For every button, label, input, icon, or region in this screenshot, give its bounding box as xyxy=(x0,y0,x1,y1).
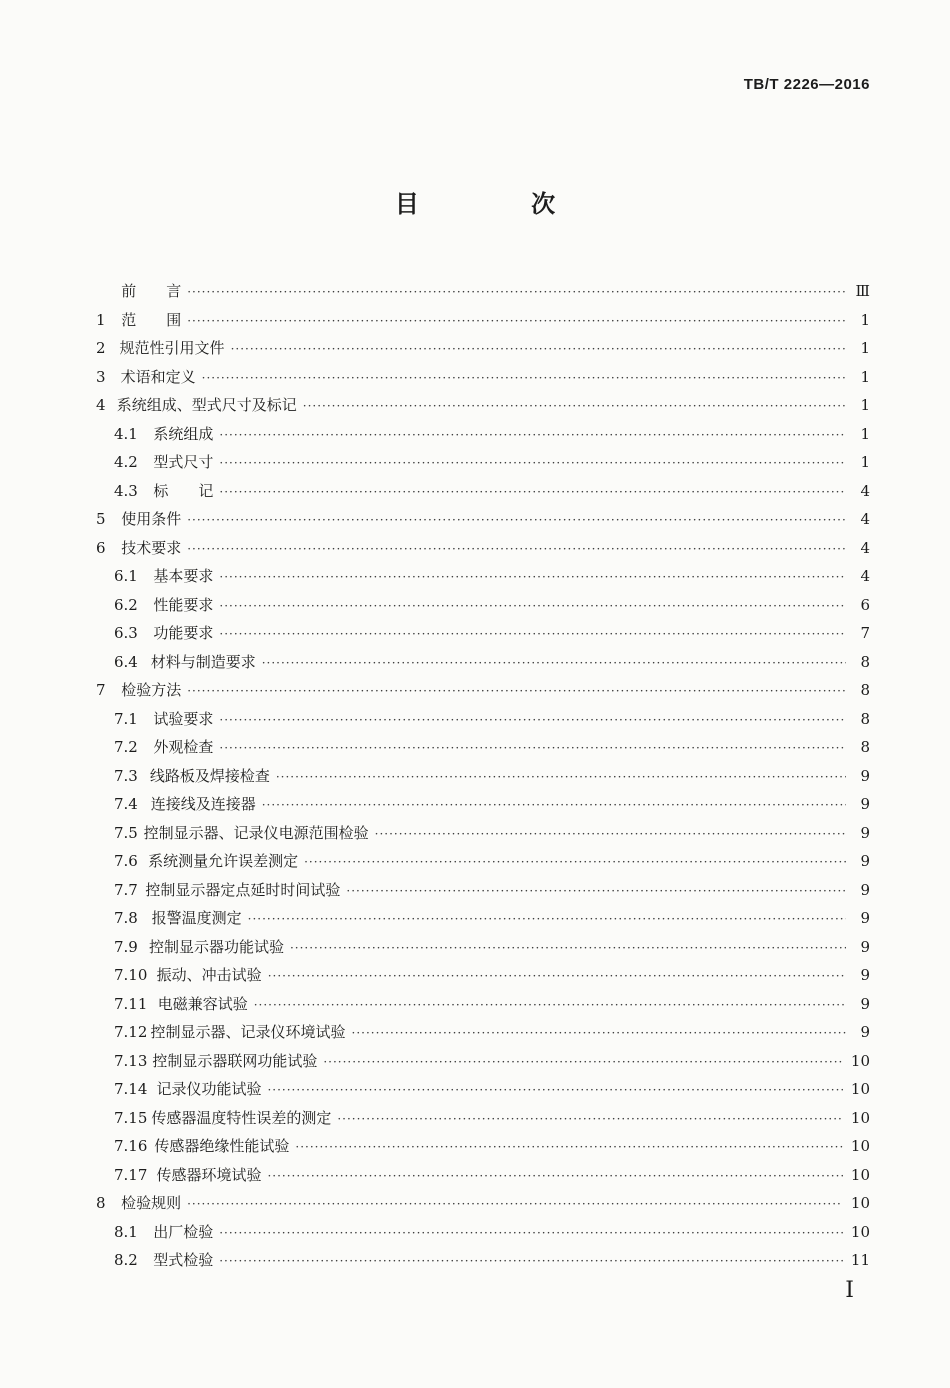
toc-entry-number: 4 xyxy=(96,396,106,414)
toc-entry[interactable] xyxy=(96,993,870,1022)
toc-dot-leader xyxy=(219,428,846,442)
toc-entry-number: 7 xyxy=(96,681,106,699)
toc-dot-leader xyxy=(219,741,846,755)
page-title: 目 次 xyxy=(394,189,608,218)
toc-entry-number: 7.8 xyxy=(114,909,138,927)
toc-entry-page-number: 10 xyxy=(850,1194,870,1212)
toc-dot-leader xyxy=(304,855,846,869)
toc-entry-number: 7.13 xyxy=(114,1051,148,1070)
toc-entry-page-number: 1 xyxy=(860,339,870,357)
toc-entry-label: 规范性引用文件 xyxy=(119,339,225,357)
toc-dot-leader xyxy=(219,456,846,470)
toc-dot-leader xyxy=(375,827,846,841)
toc-entry[interactable] xyxy=(96,565,870,594)
toc-entry-label: 传感器温度特性误差的测定 xyxy=(151,1108,332,1127)
toc-entry[interactable] xyxy=(96,1050,870,1079)
toc-entry-number: 7.17 xyxy=(114,1165,148,1184)
toc-entry-label: 控制显示器、记录仪电源范围检验 xyxy=(143,823,369,842)
toc-entry-label: 出厂检验 xyxy=(153,1222,214,1241)
toc-entry[interactable] xyxy=(96,337,870,366)
toc-entry-page-number: 1 xyxy=(860,367,870,386)
toc-entry-number: 7.2 xyxy=(114,738,138,756)
toc-entry-label: 前 言 xyxy=(121,282,182,300)
toc-dot-leader xyxy=(187,684,846,698)
toc-entry-label: 系统测量允许误差测定 xyxy=(148,852,299,870)
toc-entry-number: 6.3 xyxy=(114,624,138,642)
toc-entry[interactable] xyxy=(96,1021,870,1050)
toc-entry[interactable] xyxy=(96,1221,870,1250)
toc-entry-page-number: 9 xyxy=(860,1023,870,1041)
toc-entry-page-number: 1 xyxy=(860,396,870,414)
toc-dot-leader xyxy=(202,371,846,385)
toc-entry-number: 7.7 xyxy=(114,880,138,899)
toc-dot-leader xyxy=(219,599,846,613)
toc-dot-leader xyxy=(254,998,846,1012)
toc-dot-leader xyxy=(187,513,846,527)
toc-dot-leader xyxy=(219,1226,843,1240)
toc-entry-label: 标 记 xyxy=(153,481,214,500)
toc-entry[interactable] xyxy=(96,850,870,879)
toc-entry-label: 材料与制造要求 xyxy=(150,652,256,671)
toc-entry-page-number: 9 xyxy=(860,966,870,984)
toc-dot-leader xyxy=(219,485,846,499)
toc-entry-label: 范 围 xyxy=(121,310,182,329)
toc-entry-page-number: 9 xyxy=(860,937,870,956)
toc-entry-label: 型式检验 xyxy=(153,1251,214,1269)
toc-dot-leader xyxy=(219,570,846,584)
toc-entry-page-number: 9 xyxy=(860,852,870,870)
toc-entry-label: 报警温度测定 xyxy=(151,909,242,927)
toc-entry[interactable] xyxy=(96,936,870,965)
toc-entry-page-number: 1 xyxy=(860,453,870,471)
toc-entry-number: 7.10 xyxy=(114,966,148,984)
toc-entry-number: 2 xyxy=(96,339,106,357)
toc-entry-page-number: 6 xyxy=(860,595,870,614)
toc-entry-label: 系统组成 xyxy=(153,424,214,443)
toc-dot-leader xyxy=(187,285,846,299)
toc-entry-number: 8 xyxy=(96,1194,106,1212)
toc-entry-label: 检验方法 xyxy=(121,681,182,699)
toc-entry-number: 1 xyxy=(96,310,106,329)
toc-entry[interactable] xyxy=(96,651,870,680)
toc-entry-number: 7.6 xyxy=(114,852,138,870)
toc-entry-label: 线路板及焊接检查 xyxy=(149,766,270,785)
toc-dot-leader xyxy=(262,798,846,812)
toc-dot-leader xyxy=(346,884,846,898)
toc-entry-label: 控制显示器、记录仪环境试验 xyxy=(150,1023,346,1041)
toc-entry[interactable] xyxy=(96,822,870,851)
toc-entry-page-number: 10 xyxy=(850,1137,870,1155)
toc-entry-label: 传感器绝缘性能试验 xyxy=(154,1137,290,1155)
toc-entry-page-number: 10 xyxy=(850,1051,870,1070)
toc-entry-page-number: 8 xyxy=(860,652,870,671)
toc-entry[interactable] xyxy=(96,1249,870,1278)
toc-entry-page-number: 10 xyxy=(850,1165,870,1184)
toc-entry-number: 3 xyxy=(96,367,106,386)
toc-entry-number: 4.3 xyxy=(114,481,138,500)
toc-entry-label: 使用条件 xyxy=(121,510,182,528)
toc-entry[interactable] xyxy=(96,594,870,623)
toc-entry-page-number: 10 xyxy=(850,1080,870,1098)
toc-entry-page-number: 9 xyxy=(860,880,870,899)
toc-entry-number: 7.12 xyxy=(114,1023,148,1041)
toc-entry-label: 记录仪功能试验 xyxy=(156,1080,262,1098)
toc-entry-label: 术语和定义 xyxy=(120,367,196,386)
toc-dot-leader xyxy=(337,1112,843,1126)
toc-entry-number: 7.15 xyxy=(114,1108,148,1127)
toc-dot-leader xyxy=(290,941,846,955)
toc-entry-page-number: 9 xyxy=(860,909,870,927)
toc-dot-leader xyxy=(262,656,846,670)
toc-entry-label: 基本要求 xyxy=(153,567,214,585)
toc-entry-number: 6.2 xyxy=(114,595,138,614)
toc-entry-label: 性能要求 xyxy=(153,595,214,614)
toc-entry-label: 控制显示器联网功能试验 xyxy=(152,1051,318,1070)
toc-entry-page-number: 8 xyxy=(860,681,870,699)
toc-dot-leader xyxy=(248,912,846,926)
toc-entry-label: 振动、冲击试验 xyxy=(156,966,262,984)
toc-entry[interactable] xyxy=(96,679,870,708)
toc-entry-page-number: 9 xyxy=(860,766,870,785)
toc-entry-label: 控制显示器定点延时时间试验 xyxy=(145,880,341,899)
toc-entry-number: 6.1 xyxy=(114,567,138,585)
toc-entry[interactable] xyxy=(96,964,870,993)
toc-entry-number: 8.1 xyxy=(114,1222,138,1241)
toc-entry-label: 检验规则 xyxy=(121,1194,182,1212)
toc-entry-page-number: 4 xyxy=(860,538,870,557)
toc-entry-label: 系统组成、型式尺寸及标记 xyxy=(116,396,297,414)
toc-dot-leader xyxy=(187,1197,843,1211)
toc-entry-label: 连接线及连接器 xyxy=(150,795,256,813)
toc-entry-page-number: 8 xyxy=(860,738,870,756)
toc-entry-label: 型式尺寸 xyxy=(153,453,214,471)
toc-entry-number: 6 xyxy=(96,538,106,557)
toc-entry[interactable] xyxy=(96,1078,870,1107)
toc-entry[interactable] xyxy=(96,708,870,737)
toc-dot-leader xyxy=(268,969,846,983)
toc-entry[interactable] xyxy=(96,423,870,452)
toc-entry[interactable] xyxy=(96,765,870,794)
toc-dot-leader xyxy=(187,314,846,328)
toc-dot-leader xyxy=(231,342,846,356)
toc-entry[interactable] xyxy=(96,1135,870,1164)
toc-entry[interactable] xyxy=(96,480,870,509)
toc-entry-number: 7.1 xyxy=(114,709,138,728)
toc-entry-label: 技术要求 xyxy=(121,538,182,557)
toc-entry-page-number: 4 xyxy=(860,481,870,500)
toc-entry-number: 7.4 xyxy=(114,795,138,813)
toc-entry-number: 7.14 xyxy=(114,1080,148,1098)
toc-dot-leader xyxy=(219,1254,843,1268)
toc-entry[interactable] xyxy=(96,879,870,908)
toc-entry-label: 外观检查 xyxy=(153,738,214,756)
toc-entry[interactable] xyxy=(96,394,870,423)
toc-entry-page-number: 1 xyxy=(860,424,870,443)
toc-entry-number: 6.4 xyxy=(114,652,138,671)
toc-entry[interactable] xyxy=(96,736,870,765)
standard-code: TB/T 2226—2016 xyxy=(743,76,870,93)
toc-dot-leader xyxy=(219,627,846,641)
toc-entry-number: 7.3 xyxy=(114,766,138,785)
toc-dot-leader xyxy=(276,770,846,784)
toc-entry[interactable] xyxy=(96,309,870,338)
toc-entry-number: 7.16 xyxy=(114,1137,148,1155)
toc-entry[interactable] xyxy=(96,1192,870,1221)
toc-entry-page-number: 7 xyxy=(860,624,870,642)
toc-entry-label: 控制显示器功能试验 xyxy=(148,937,284,956)
toc-dot-leader xyxy=(187,542,846,556)
toc-dot-leader xyxy=(303,399,846,413)
toc-entry[interactable] xyxy=(96,622,870,651)
toc-entry[interactable] xyxy=(96,366,870,395)
toc-entry[interactable] xyxy=(96,280,870,309)
toc-dot-leader xyxy=(267,1083,842,1097)
toc-entry-label: 电磁兼容试验 xyxy=(157,994,248,1013)
toc-entry-page-number: 4 xyxy=(860,510,870,528)
toc-dot-leader xyxy=(219,713,846,727)
toc-entry-number: 5 xyxy=(96,510,106,528)
toc-entry-label: 传感器环境试验 xyxy=(156,1165,262,1184)
toc-entry-page-number: 9 xyxy=(860,994,870,1013)
toc-entry-page-number: 10 xyxy=(850,1222,870,1241)
toc-entry-page-number: 4 xyxy=(860,567,870,585)
toc-entry-number: 7.11 xyxy=(114,994,148,1013)
toc-dot-leader xyxy=(295,1140,842,1154)
toc-dot-leader xyxy=(352,1026,847,1040)
toc-entry-number: 4.2 xyxy=(114,453,138,471)
toc-entry-number: 4.1 xyxy=(114,424,138,443)
toc-entry[interactable] xyxy=(96,451,870,480)
toc-entry-page-number: 1 xyxy=(860,310,870,329)
toc-entry-page-number: 10 xyxy=(850,1108,870,1127)
toc-dot-leader xyxy=(323,1055,843,1069)
toc-entry[interactable] xyxy=(96,793,870,822)
toc-entry-label: 试验要求 xyxy=(153,709,214,728)
toc-entry-page-number: 9 xyxy=(860,795,870,813)
toc-dot-leader xyxy=(267,1169,842,1183)
toc-entry[interactable] xyxy=(96,537,870,566)
toc-entry[interactable] xyxy=(96,1107,870,1136)
toc-entry-page-number: Ⅲ xyxy=(855,282,870,300)
toc-entry-number: 8.2 xyxy=(114,1251,138,1269)
toc-entry-number: 7.5 xyxy=(114,823,138,842)
toc-entry[interactable] xyxy=(96,508,870,537)
table-of-contents xyxy=(96,280,870,1278)
toc-entry-page-number: 8 xyxy=(860,709,870,728)
toc-entry-page-number: 11 xyxy=(850,1251,870,1269)
page-folio: I xyxy=(845,1278,854,1303)
toc-entry[interactable] xyxy=(96,907,870,936)
toc-entry[interactable] xyxy=(96,1164,870,1193)
toc-entry-number: 7.9 xyxy=(114,937,138,956)
toc-entry-label: 功能要求 xyxy=(153,624,214,642)
toc-entry-page-number: 9 xyxy=(860,823,870,842)
